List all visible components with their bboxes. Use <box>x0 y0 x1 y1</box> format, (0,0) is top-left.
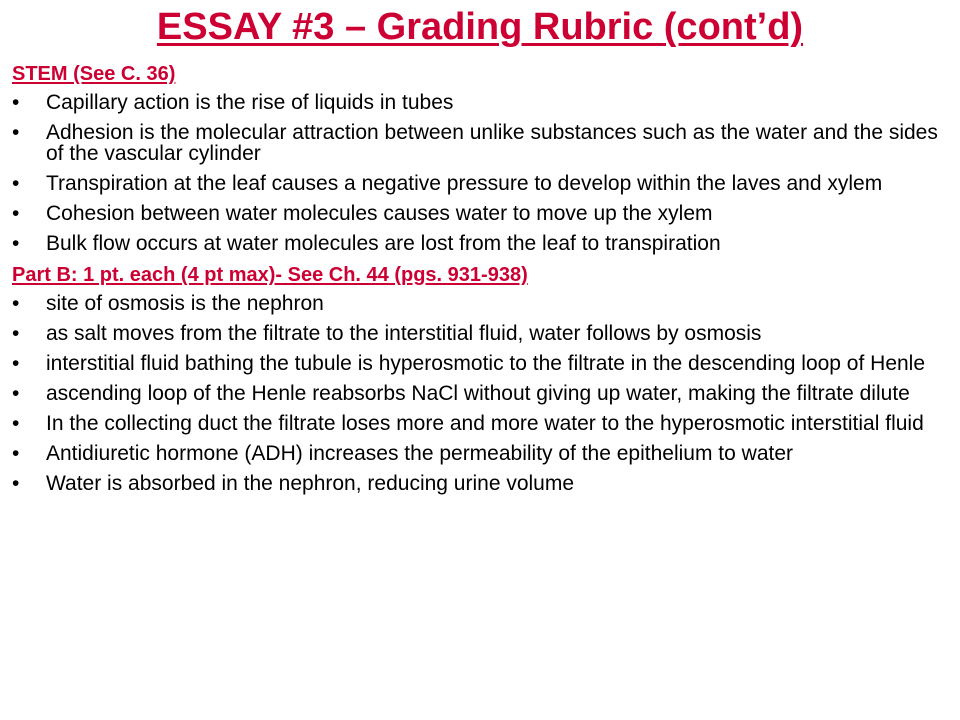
list-item <box>12 353 956 374</box>
list-item <box>12 323 956 344</box>
bullet-icon: • <box>12 352 20 375</box>
list-item <box>12 293 956 314</box>
slide-title: ESSAY #3 – Grading Rubric (cont’d) <box>156 6 804 48</box>
bullet-text: In the collecting duct the filtrate loses more and more water to the hyperosmotic interstitial fluid <box>46 412 924 435</box>
bullet-text: ascending loop of the Henle reabsorbs NaCl without giving up water, making the filtrate dilute <box>46 382 910 405</box>
list-item <box>12 413 956 434</box>
bullet-icon: • <box>12 442 20 465</box>
bullet-icon: • <box>12 232 20 255</box>
list-item <box>12 92 956 113</box>
bullet-text: Cohesion between water molecules causes water to move up the xylem <box>46 202 713 225</box>
bullet-icon: • <box>12 412 20 435</box>
bullet-text: site of osmosis is the nephron <box>46 292 324 315</box>
bullet-icon: • <box>12 382 20 405</box>
bullet-icon: • <box>12 472 20 495</box>
slide-content <box>12 62 956 503</box>
bullet-text: Water is absorbed in the nephron, reducing urine volume <box>46 472 575 495</box>
bullet-text: Antidiuretic hormone (ADH) increases the permeability of the epithelium to water <box>46 442 794 465</box>
bullet-text: Bulk flow occurs at water molecules are lost from the leaf to transpiration <box>46 232 721 255</box>
list-item <box>12 203 956 224</box>
bullet-list-part-b <box>12 293 956 494</box>
bullet-text: Transpiration at the leaf causes a negative pressure to develop within the laves and xylem <box>46 172 883 195</box>
bullet-icon: • <box>12 322 20 345</box>
bullet-text: Capillary action is the rise of liquids in tubes <box>46 91 454 114</box>
bullet-icon: • <box>12 172 20 195</box>
list-item <box>12 383 956 404</box>
section-heading-stem: STEM (See C. 36) <box>12 63 176 85</box>
bullet-icon: • <box>12 292 20 315</box>
bullet-text: interstitial fluid bathing the tubule is hyperosmotic to the filtrate in the descending loop of Henle <box>46 352 926 375</box>
bullet-icon: • <box>12 121 20 144</box>
list-item <box>12 173 956 194</box>
section-heading-part-b: Part B: 1 pt. each (4 pt max)- See Ch. 44 (pgs. 931-938) <box>12 264 528 286</box>
list-item <box>12 473 956 494</box>
bullet-icon: • <box>12 91 20 114</box>
list-item <box>12 122 956 164</box>
list-item <box>12 443 956 464</box>
bullet-text: Adhesion is the molecular attraction between unlike substances such as the water and the sides of the vascular cylinder <box>46 121 938 165</box>
bullet-icon: • <box>12 202 20 225</box>
bullet-list-stem <box>12 92 956 254</box>
list-item <box>12 233 956 254</box>
bullet-text: as salt moves from the filtrate to the interstitial fluid, water follows by osmosis <box>46 322 762 345</box>
